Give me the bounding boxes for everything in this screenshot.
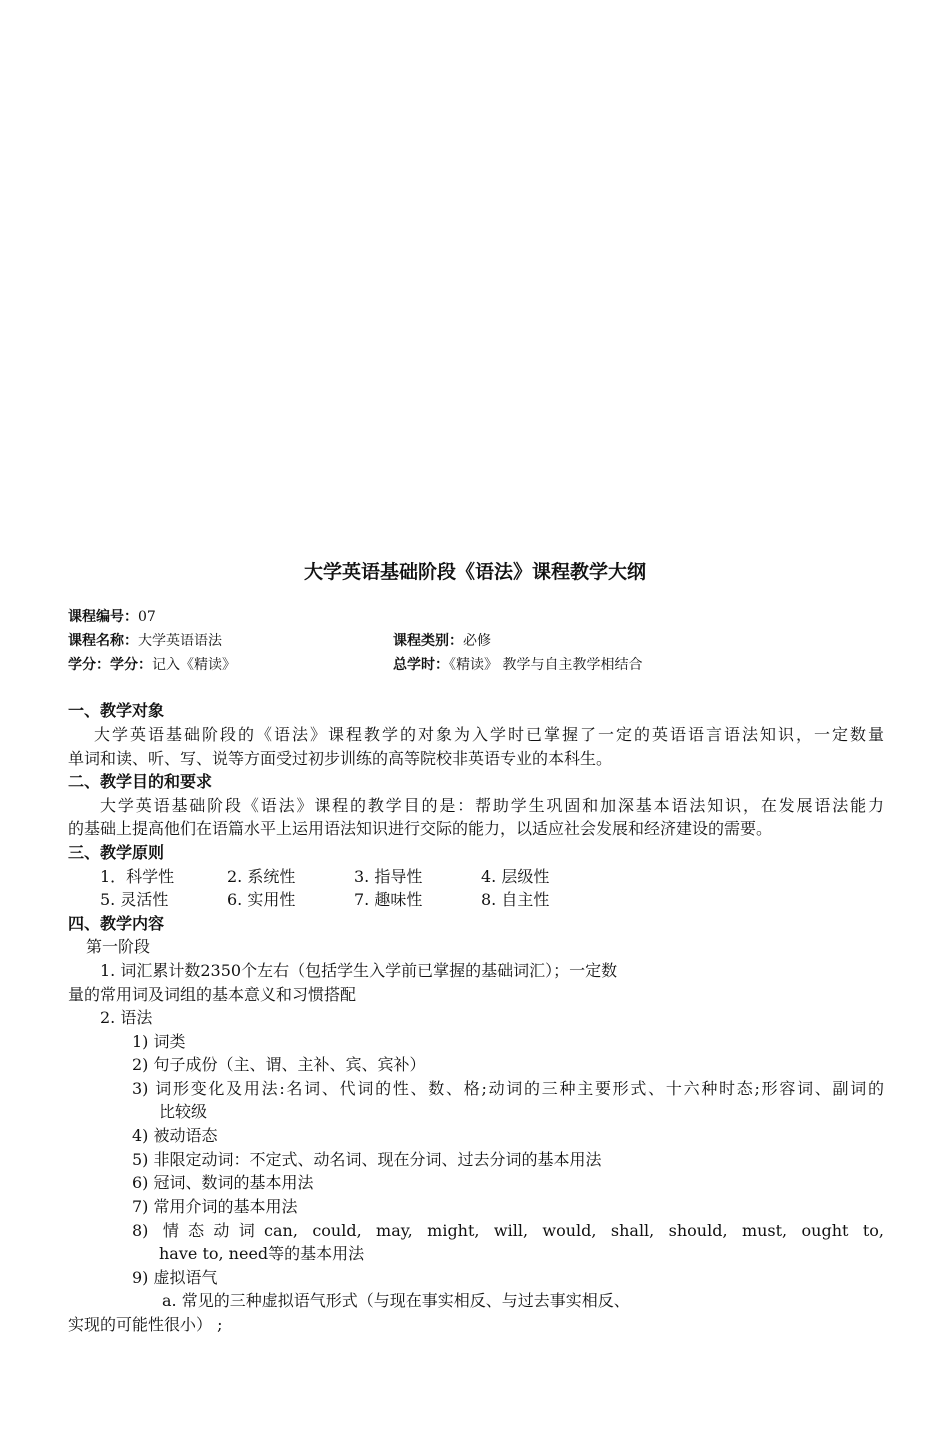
principles-row-1 [100, 867, 608, 887]
section-2-paragraph-line-1: 大学英语基础阶段《语法》课程的教学目的是：帮助学生巩固和加深基本语法知识，在发展语法能力 [100, 796, 884, 815]
grammar-item-8-line-1: 8) 情态动词can, could, may, might, will, would, shall, should, must, ought to, [132, 1221, 884, 1240]
grammar-item-6: 6) 冠词、数词的基本用法 [132, 1173, 314, 1192]
grammar-item-7: 7) 常用介词的基本用法 [132, 1197, 298, 1216]
course-name-value: 大学英语语法 [138, 633, 222, 649]
document-title: 大学英语基础阶段《语法》课程教学大纲 [303, 561, 646, 583]
principle-item: 1．科学性 [100, 867, 175, 886]
content-item-1-line-2: 量的常用词及词组的基本意义和习惯搭配 [68, 985, 357, 1004]
grammar-item-8-line-2: have to, need等的基本用法 [159, 1244, 365, 1263]
content-item-2: 2. 语法 [100, 1008, 153, 1027]
credit-row [68, 655, 236, 675]
credit-label: 学分：学分： [68, 657, 152, 673]
section-1-heading: 一、教学对象 [68, 701, 165, 720]
hours-row [393, 655, 642, 675]
section-3-heading: 三、教学原则 [68, 843, 165, 862]
principles-row-2 [100, 890, 608, 910]
grammar-item-3-line-2: 比较级 [159, 1102, 208, 1121]
credit-value: 记入《精读》 [152, 657, 236, 673]
section-2-heading: 二、教学目的和要求 [68, 772, 213, 791]
grammar-item-3-line-1: 3) 词形变化及用法:名词、代词的性、数、格;动词的三种主要形式、十六种时态;形容词、副词的 [132, 1079, 884, 1098]
section-4-heading: 四、教学内容 [68, 914, 165, 933]
subjunctive-item-a-line-2: 实现的可能性很小） ; [68, 1315, 223, 1334]
principle-item: 7. 趣味性 [354, 890, 423, 909]
principle-item: 3. 指导性 [354, 867, 423, 886]
subjunctive-item-a-line-1: a. 常见的三种虚拟语气形式（与现在事实相反、与过去事实相反、 [162, 1291, 630, 1310]
grammar-item-1: 1) 词类 [132, 1032, 186, 1051]
principle-item: 4. 层级性 [481, 867, 550, 886]
principle-item: 8. 自主性 [481, 890, 550, 909]
course-name-row [68, 631, 222, 651]
course-type-label: 课程类别： [393, 633, 463, 649]
stage-one-label: 第一阶段 [86, 937, 151, 956]
course-type-value: 必修 [463, 633, 491, 649]
course-type-row [393, 631, 491, 651]
principle-item: 5. 灵活性 [100, 890, 169, 909]
content-item-1-line-1: 1. 词汇累计数2350个左右（包括学生入学前已掌握的基础词汇）；一定数 [100, 961, 618, 980]
course-name-label: 课程名称： [68, 633, 138, 649]
principle-item: 6. 实用性 [227, 890, 296, 909]
grammar-item-5: 5) 非限定动词：不定式、动名词、现在分词、过去分词的基本用法 [132, 1150, 602, 1169]
grammar-item-2: 2) 句子成份（主、谓、主补、宾、宾补） [132, 1055, 426, 1074]
course-code-label: 课程编号： [68, 609, 138, 625]
grammar-item-4: 4) 被动语态 [132, 1126, 218, 1145]
course-code-value: 07 [138, 609, 156, 625]
grammar-item-9: 9) 虚拟语气 [132, 1268, 218, 1287]
course-code-row [68, 607, 156, 627]
section-1-paragraph-line-2: 单词和读、听、写、说等方面受过初步训练的高等院校非英语专业的本科生。 [68, 749, 613, 768]
section-1-paragraph-line-1: 大学英语基础阶段的《语法》课程教学的对象为入学时已掌握了一定的英语语言语法知识，一定数量 [94, 725, 884, 744]
hours-value: 《精读》 教学与自主教学相结合 [449, 657, 643, 673]
principle-item: 2. 系统性 [227, 867, 296, 886]
section-2-paragraph-line-2: 的基础上提高他们在语篇水平上运用语法知识进行交际的能力，以适应社会发展和经济建设的需要。 [68, 819, 773, 838]
hours-label: 总学时： [393, 657, 449, 673]
